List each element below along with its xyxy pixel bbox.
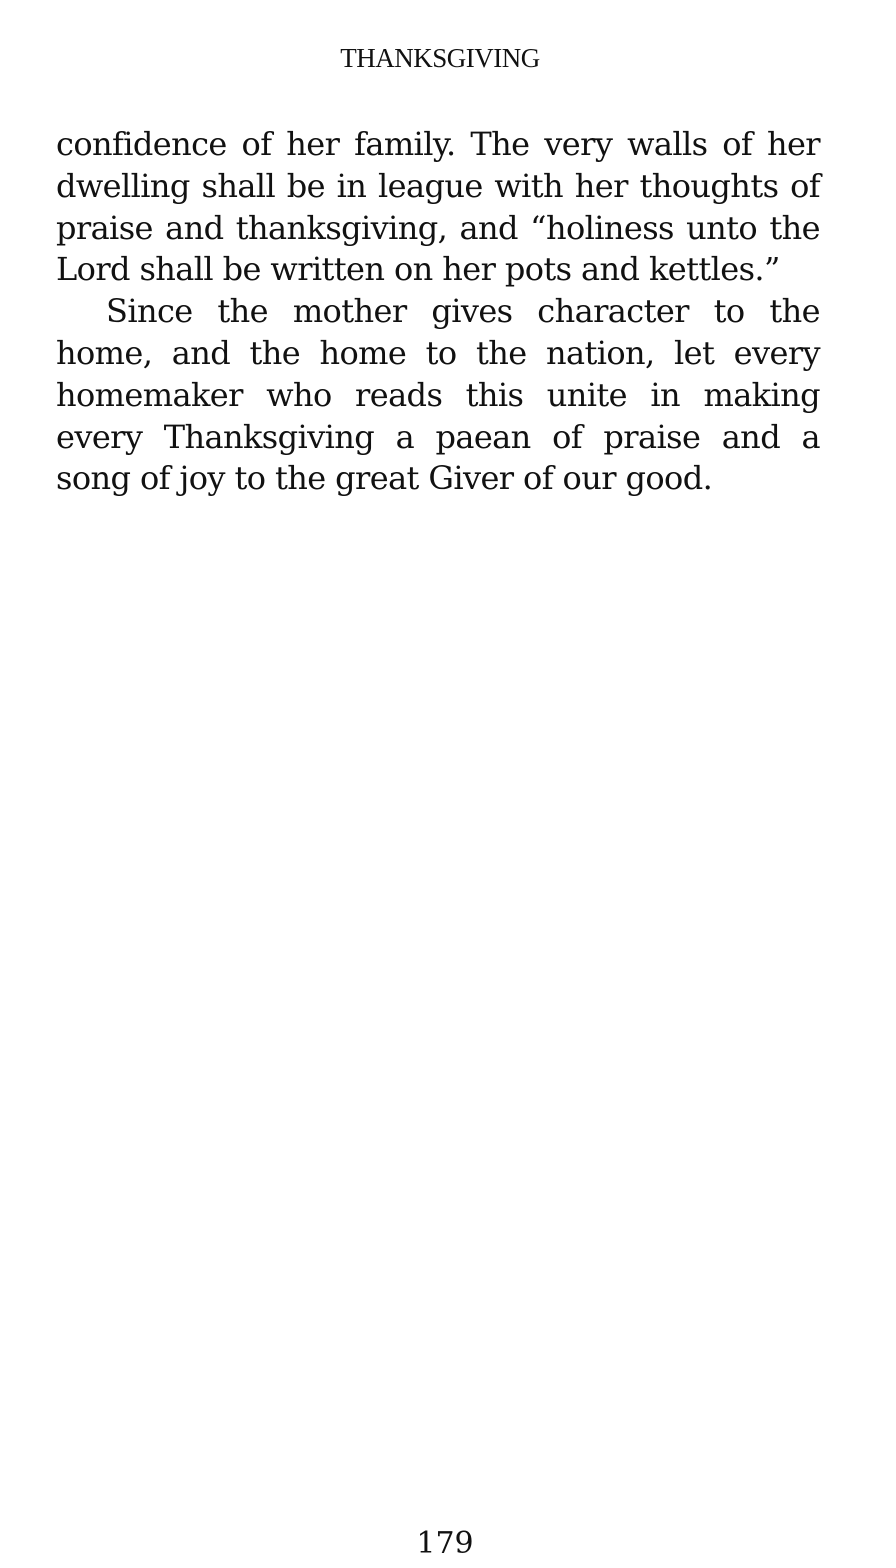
paragraph-continued: confidence of her family. The very walls of her dwelling shall be in league with her thoughts of praise and thanksgiving, and “holiness unto the Lord shall be written on her pots and kettles.” (56, 125, 820, 289)
paragraph: Since the mother gives character to the home, and the home to the nation, let every homemaker who reads this unite in making every Thanksgiving a paean of praise and a song of joy to the great Giver of our good. (56, 292, 820, 498)
page-number: 179 (416, 1526, 474, 1561)
running-head: THANKSGIVING (340, 43, 540, 73)
body-text (56, 124, 820, 500)
